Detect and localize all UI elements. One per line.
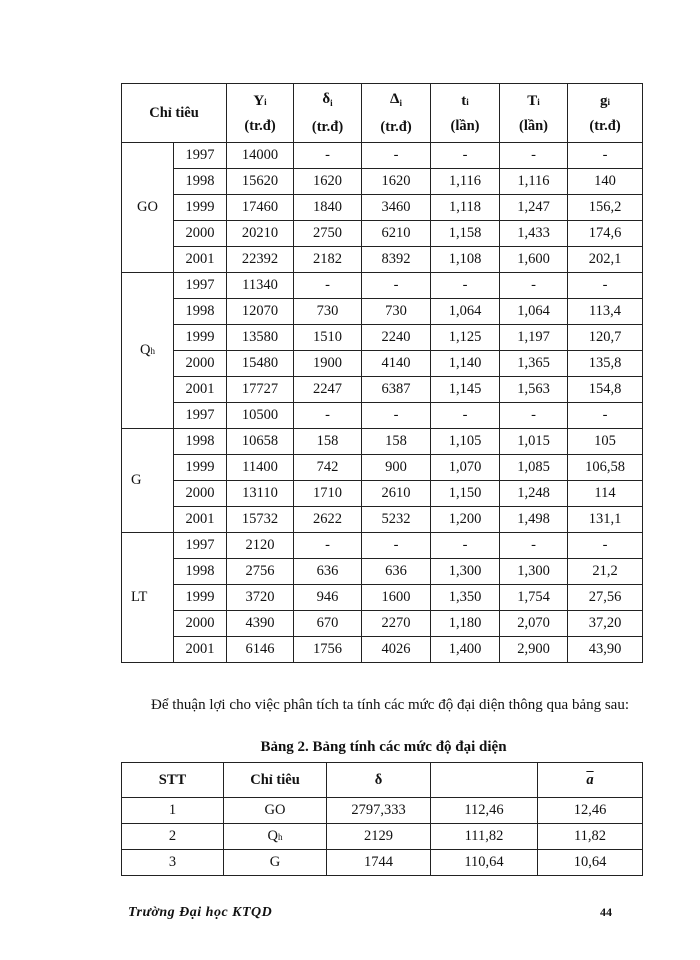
stt-cell: 3 — [122, 850, 224, 876]
value-cell: 1,300 — [431, 559, 500, 585]
a-bar-cell: 10,64 — [538, 850, 643, 876]
value-cell: 2750 — [294, 221, 362, 247]
table-row — [122, 585, 643, 611]
value-cell: - — [431, 403, 500, 429]
value-cell: 2182 — [294, 247, 362, 273]
value-cell: 1,754 — [500, 585, 568, 611]
value-cell: 15620 — [227, 169, 294, 195]
growth-cell: 112,46 — [431, 798, 538, 824]
value-cell: 636 — [294, 559, 362, 585]
header-unit: (tr.đ) — [380, 119, 412, 135]
value-cell: 2247 — [294, 377, 362, 403]
table2-caption: Bảng 2. Bảng tính các mức độ đại diện — [260, 739, 507, 755]
value-cell: 12070 — [227, 299, 294, 325]
delta-cell: 2129 — [327, 824, 431, 850]
table-header-row — [122, 84, 643, 143]
value-cell: 11340 — [227, 273, 294, 299]
a-bar-symbol: $\overline{a}$ — [586, 771, 594, 788]
value-cell: 154,8 — [568, 377, 643, 403]
value-cell: 1,125 — [431, 325, 500, 351]
value-cell: - — [568, 403, 643, 429]
value-cell: 1,365 — [500, 351, 568, 377]
value-cell: 670 — [294, 611, 362, 637]
value-cell: 4140 — [362, 351, 431, 377]
value-cell: 105 — [568, 429, 643, 455]
header-subscript: i — [264, 96, 267, 107]
group-label-text: LT — [131, 589, 148, 605]
table-row — [122, 798, 643, 824]
growth-cell: 111,82 — [431, 824, 538, 850]
value-cell: - — [568, 273, 643, 299]
value-cell: 1,064 — [500, 299, 568, 325]
table-row — [122, 611, 643, 637]
value-cell: 5232 — [362, 507, 431, 533]
value-cell: 21,2 — [568, 559, 643, 585]
value-cell: 20210 — [227, 221, 294, 247]
header-unit: (lần) — [519, 117, 549, 134]
value-cell: 1,248 — [500, 481, 568, 507]
growth-cell: 110,64 — [431, 850, 538, 876]
year-cell: 2000 — [174, 611, 227, 637]
year-cell: 2001 — [174, 507, 227, 533]
stt-cell: 2 — [122, 824, 224, 850]
value-cell: 27,56 — [568, 585, 643, 611]
value-cell: - — [362, 143, 431, 169]
header-subscript: i — [330, 98, 333, 108]
value-cell: 156,2 — [568, 195, 643, 221]
value-cell: - — [431, 143, 500, 169]
value-cell: 1840 — [294, 195, 362, 221]
value-cell: 2240 — [362, 325, 431, 351]
header-symbol: δ — [322, 91, 331, 107]
value-cell: 1,118 — [431, 195, 500, 221]
value-cell: 1,108 — [431, 247, 500, 273]
footer-university: Trường Đại học KTQD — [128, 905, 273, 920]
value-cell: 15480 — [227, 351, 294, 377]
delta-cell: 2797,333 — [327, 798, 431, 824]
value-cell: 1,105 — [431, 429, 500, 455]
value-cell: 37,20 — [568, 611, 643, 637]
header-blank — [431, 763, 538, 798]
delta-cell: 1744 — [327, 850, 431, 876]
year-cell: 2000 — [174, 221, 227, 247]
value-cell: 158 — [294, 429, 362, 455]
value-cell: 10500 — [227, 403, 294, 429]
year-cell: 2001 — [174, 247, 227, 273]
value-cell: - — [500, 533, 568, 559]
header-subscript: i — [607, 96, 611, 107]
year-cell: 1998 — [174, 559, 227, 585]
value-cell: 114 — [568, 481, 643, 507]
value-cell: 4390 — [227, 611, 294, 637]
table-row — [122, 403, 643, 429]
value-cell: - — [500, 403, 568, 429]
value-cell: - — [431, 273, 500, 299]
year-cell: 2001 — [174, 377, 227, 403]
value-cell: 1600 — [362, 585, 431, 611]
header-chi-tieu: Chỉ tiêu — [122, 84, 227, 143]
value-cell: 636 — [362, 559, 431, 585]
value-cell: - — [362, 533, 431, 559]
value-cell: - — [500, 273, 568, 299]
year-cell: 1997 — [174, 143, 227, 169]
table-row — [122, 455, 643, 481]
indicator-name: G — [269, 854, 281, 870]
year-cell: 1999 — [174, 455, 227, 481]
value-cell: - — [500, 143, 568, 169]
indicator-cell — [224, 824, 327, 850]
group-label-subscript: h — [150, 346, 155, 356]
group-label-text: Q — [140, 342, 151, 358]
page-number: 44 — [600, 905, 612, 919]
representative-levels-table — [121, 762, 643, 876]
stt-cell: 1 — [122, 798, 224, 824]
value-cell: 900 — [362, 455, 431, 481]
header-unit: (tr.đ) — [244, 117, 276, 134]
value-cell: 742 — [294, 455, 362, 481]
value-cell: 14000 — [227, 143, 294, 169]
group-label-text: G — [131, 472, 142, 488]
table-row — [122, 824, 643, 850]
indicator-subscript: h — [277, 832, 283, 842]
value-cell: 730 — [294, 299, 362, 325]
table2-body — [122, 798, 643, 876]
value-cell: 1,064 — [431, 299, 500, 325]
value-cell: 1,200 — [431, 507, 500, 533]
value-cell: 1,116 — [431, 169, 500, 195]
value-cell: 6210 — [362, 221, 431, 247]
year-cell: 1998 — [174, 429, 227, 455]
indicator-name: Q — [267, 828, 278, 844]
value-cell: - — [294, 403, 362, 429]
header-delta: δ — [327, 763, 431, 798]
a-bar-cell: 11,82 — [538, 824, 643, 850]
group-label — [122, 273, 174, 429]
value-cell: 106,58 — [568, 455, 643, 481]
table-row — [122, 351, 643, 377]
year-cell: 1999 — [174, 585, 227, 611]
table-row — [122, 559, 643, 585]
value-cell: 1510 — [294, 325, 362, 351]
header-subscript: i — [466, 96, 469, 107]
value-cell: 10658 — [227, 429, 294, 455]
header-unit: (tr.đ) — [311, 119, 344, 135]
table-row — [122, 325, 643, 351]
value-cell: 1710 — [294, 481, 362, 507]
value-cell: 6146 — [227, 637, 294, 663]
table-row — [122, 481, 643, 507]
header-symbol: Y — [253, 92, 265, 109]
year-cell: 2000 — [174, 351, 227, 377]
value-cell: 140 — [568, 169, 643, 195]
value-cell: 8392 — [362, 247, 431, 273]
header-symbol: Δ — [390, 91, 400, 107]
value-cell: 174,6 — [568, 221, 643, 247]
value-cell: 1,350 — [431, 585, 500, 611]
table-row — [122, 299, 643, 325]
year-cell: 2000 — [174, 481, 227, 507]
value-cell: 1,070 — [431, 455, 500, 481]
header-a-bar — [538, 763, 643, 798]
table-row — [122, 221, 643, 247]
table-row — [122, 429, 643, 455]
header-stt: STT — [122, 763, 224, 798]
year-cell: 1997 — [174, 533, 227, 559]
table-row — [122, 247, 643, 273]
value-cell: 1,300 — [500, 559, 568, 585]
value-cell: 1,140 — [431, 351, 500, 377]
value-cell: 1,600 — [500, 247, 568, 273]
header-col — [568, 84, 643, 143]
table-row — [122, 377, 643, 403]
value-cell: - — [431, 533, 500, 559]
value-cell: 1,158 — [431, 221, 500, 247]
value-cell: - — [568, 143, 643, 169]
value-cell: 2,900 — [500, 637, 568, 663]
value-cell: - — [568, 533, 643, 559]
value-cell: 1,247 — [500, 195, 568, 221]
value-cell: 17460 — [227, 195, 294, 221]
table-body — [122, 143, 643, 663]
value-cell: 1756 — [294, 637, 362, 663]
value-cell: 1,498 — [500, 507, 568, 533]
table-row — [122, 637, 643, 663]
indicator-cell — [224, 850, 327, 876]
year-cell: 1998 — [174, 299, 227, 325]
value-cell: 2622 — [294, 507, 362, 533]
value-cell: 1,180 — [431, 611, 500, 637]
value-cell: 1900 — [294, 351, 362, 377]
year-cell: 1999 — [174, 195, 227, 221]
value-cell: 1,145 — [431, 377, 500, 403]
value-cell: 1,197 — [500, 325, 568, 351]
value-cell: 17727 — [227, 377, 294, 403]
value-cell: 1620 — [362, 169, 431, 195]
header-subscript: i — [537, 96, 540, 107]
value-cell: 120,7 — [568, 325, 643, 351]
header-col — [431, 84, 500, 143]
value-cell: - — [294, 273, 362, 299]
header-chi-tieu: Chỉ tiêu — [224, 763, 327, 798]
value-cell: 113,4 — [568, 299, 643, 325]
header-col — [294, 84, 362, 143]
value-cell: 15732 — [227, 507, 294, 533]
group-label — [122, 429, 174, 533]
value-cell: 2,070 — [500, 611, 568, 637]
group-label — [122, 533, 174, 663]
indicator-name: GO — [264, 802, 286, 818]
header-unit: (tr.đ) — [589, 117, 621, 134]
value-cell: - — [362, 403, 431, 429]
value-cell: 1,116 — [500, 169, 568, 195]
value-cell: 2120 — [227, 533, 294, 559]
table-row — [122, 169, 643, 195]
table-row — [122, 533, 643, 559]
table2-header-row — [122, 763, 643, 798]
table-row — [122, 195, 643, 221]
intro-paragraph: Để thuận lợi cho việc phân tích ta tính các mức độ đại diện thông qua bảng sau: — [151, 697, 630, 713]
group-label-text: GO — [137, 199, 158, 215]
value-cell: 2610 — [362, 481, 431, 507]
group-label — [122, 143, 174, 273]
value-cell: 1620 — [294, 169, 362, 195]
value-cell: 1,085 — [500, 455, 568, 481]
year-cell: 1997 — [174, 273, 227, 299]
table-row — [122, 507, 643, 533]
growth-indicators-table — [121, 83, 643, 663]
value-cell: 1,563 — [500, 377, 568, 403]
value-cell: - — [294, 143, 362, 169]
value-cell: 22392 — [227, 247, 294, 273]
value-cell: 3720 — [227, 585, 294, 611]
value-cell: 730 — [362, 299, 431, 325]
header-symbol: g — [600, 92, 608, 109]
value-cell: 2756 — [227, 559, 294, 585]
table-row — [122, 850, 643, 876]
value-cell: 6387 — [362, 377, 431, 403]
table-row — [122, 143, 643, 169]
year-cell: 1997 — [174, 403, 227, 429]
header-col — [362, 84, 431, 143]
header-unit: (lần) — [450, 117, 480, 134]
value-cell: 1,400 — [431, 637, 500, 663]
header-symbol: T — [527, 92, 538, 109]
value-cell: 158 — [362, 429, 431, 455]
header-subscript: i — [399, 98, 402, 108]
value-cell: 1,150 — [431, 481, 500, 507]
value-cell: 13580 — [227, 325, 294, 351]
value-cell: 3460 — [362, 195, 431, 221]
a-bar-cell: 12,46 — [538, 798, 643, 824]
header-symbol: t — [461, 92, 467, 109]
value-cell: 1,433 — [500, 221, 568, 247]
header-col — [500, 84, 568, 143]
indicator-cell — [224, 798, 327, 824]
value-cell: - — [362, 273, 431, 299]
value-cell: - — [294, 533, 362, 559]
value-cell: 43,90 — [568, 637, 643, 663]
value-cell: 4026 — [362, 637, 431, 663]
header-col — [227, 84, 294, 143]
value-cell: 135,8 — [568, 351, 643, 377]
year-cell: 1999 — [174, 325, 227, 351]
value-cell: 946 — [294, 585, 362, 611]
value-cell: 131,1 — [568, 507, 643, 533]
year-cell: 2001 — [174, 637, 227, 663]
value-cell: 2270 — [362, 611, 431, 637]
year-cell: 1998 — [174, 169, 227, 195]
value-cell: 13110 — [227, 481, 294, 507]
value-cell: 11400 — [227, 455, 294, 481]
value-cell: 202,1 — [568, 247, 643, 273]
table-row — [122, 273, 643, 299]
value-cell: 1,015 — [500, 429, 568, 455]
